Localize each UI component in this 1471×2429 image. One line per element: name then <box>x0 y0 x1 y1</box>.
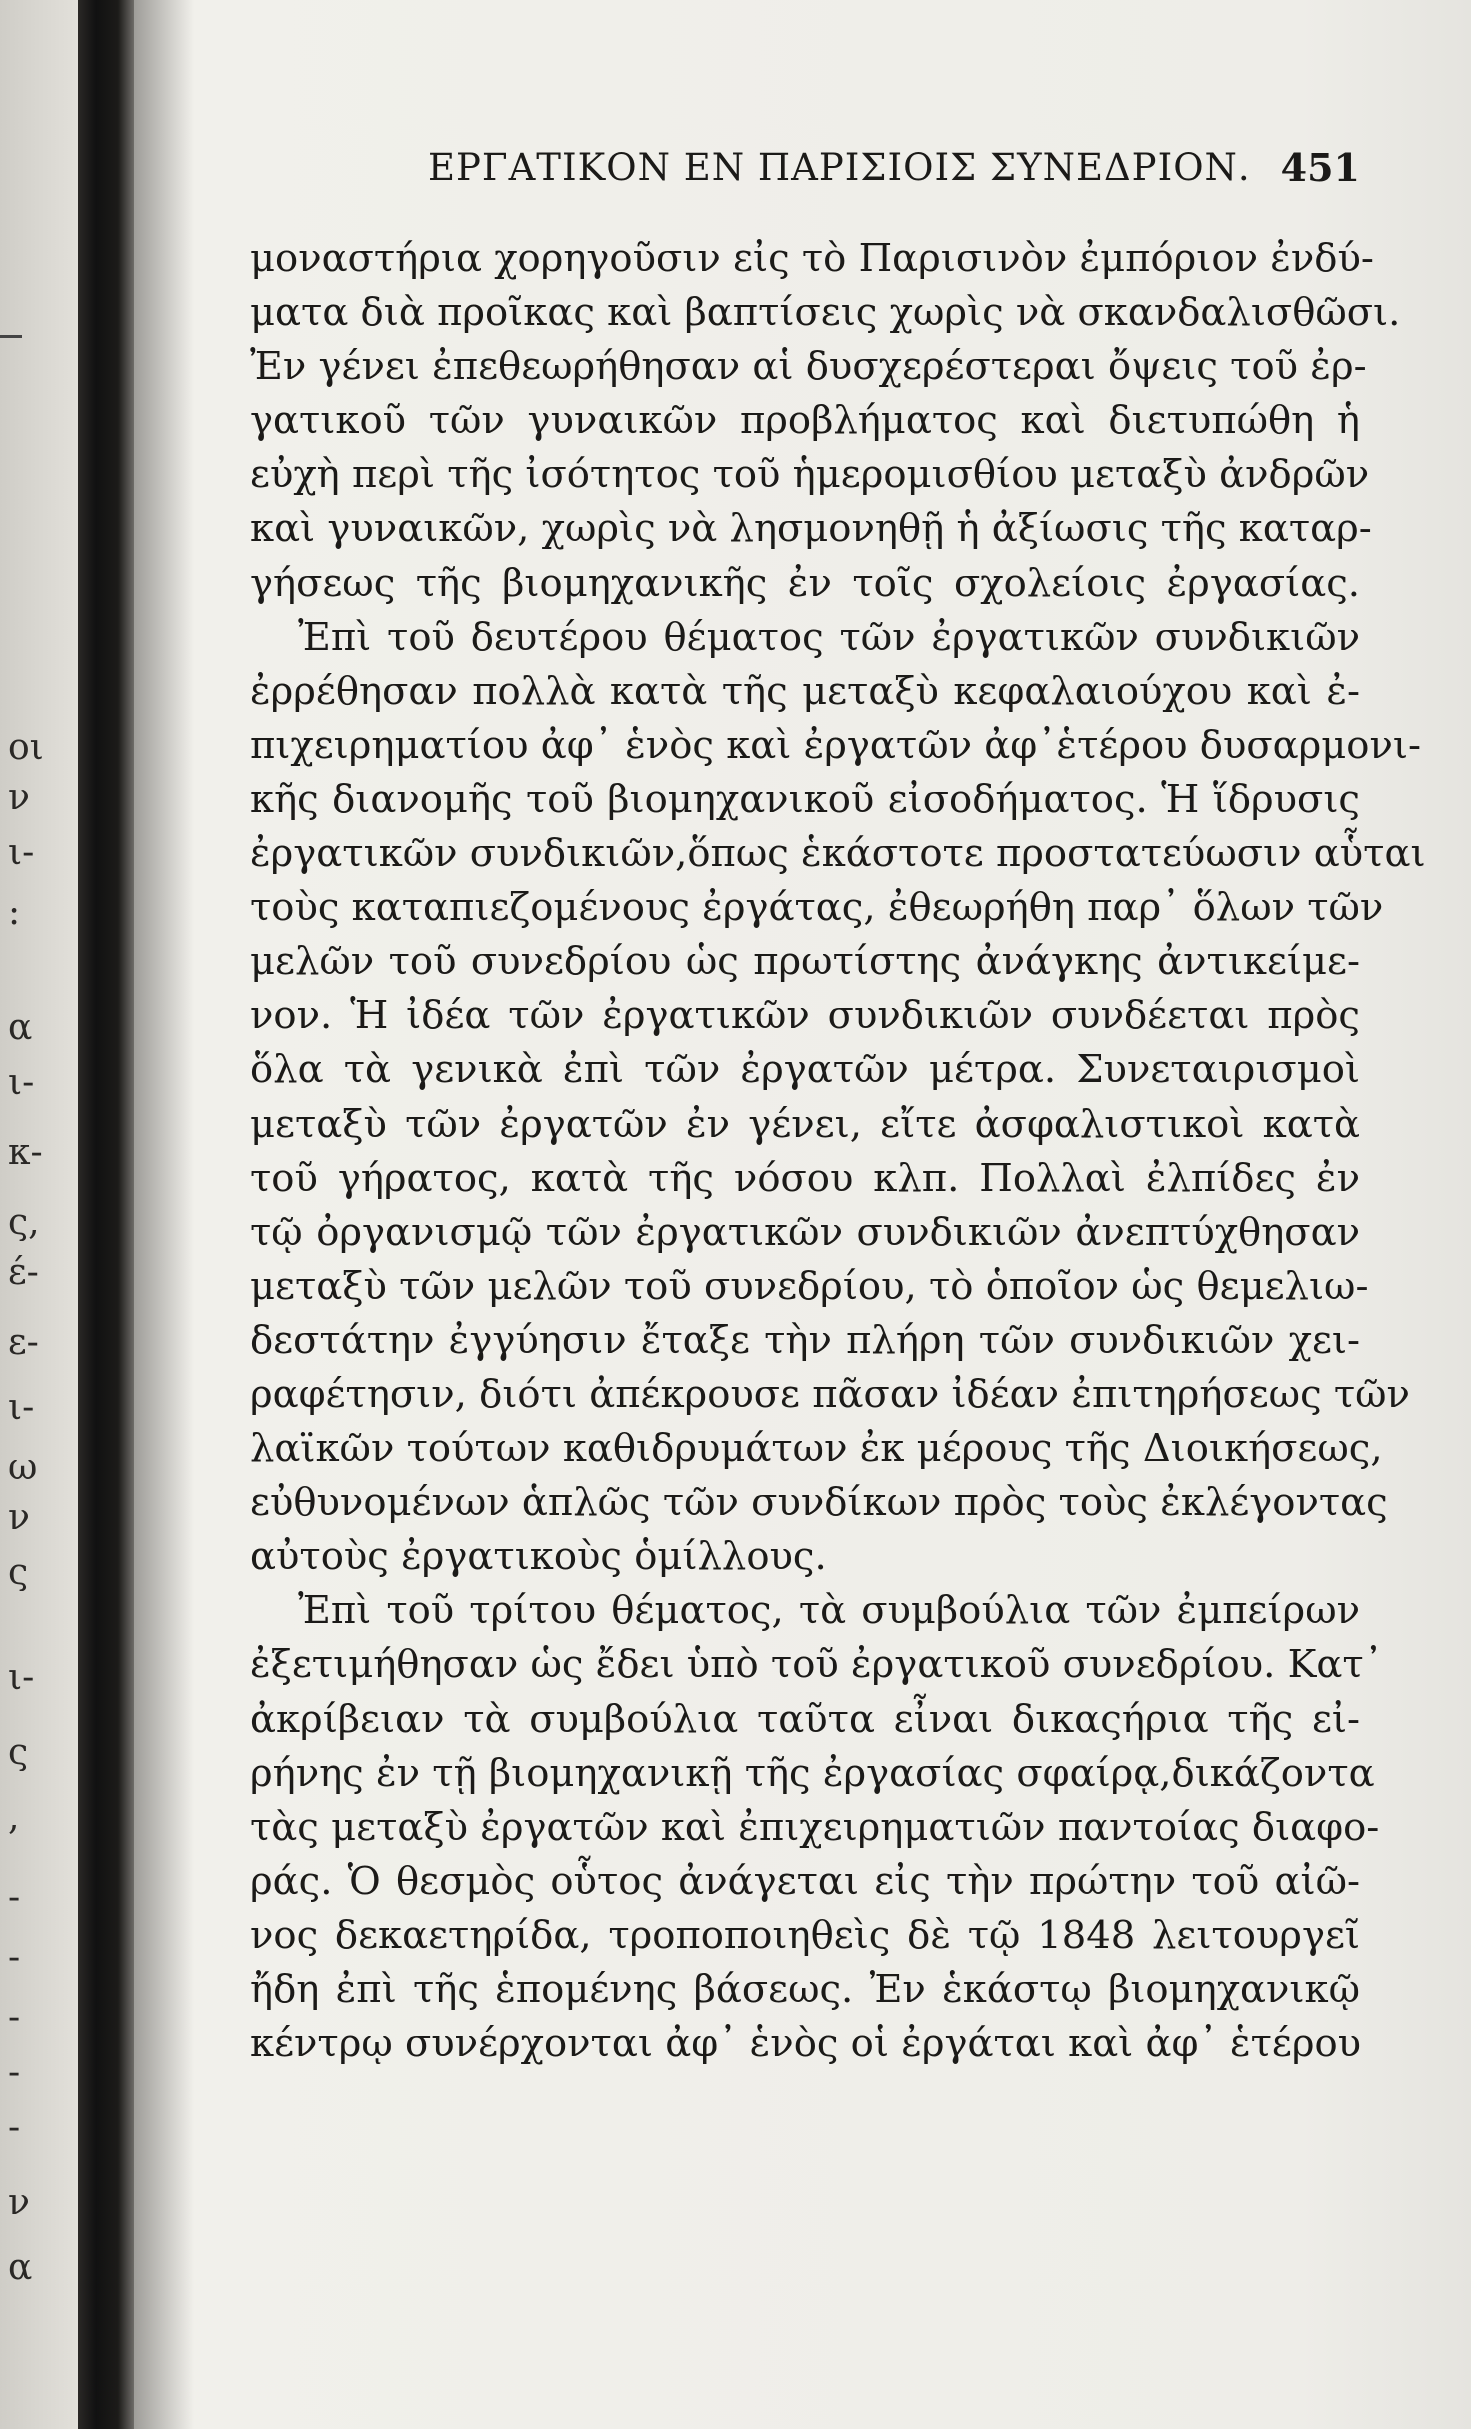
text-line: Ἐν γένει ἐπεθεωρήθησαν αἱ δυσχερέστεραι ὄψεις τοῦ ἐρ- <box>250 344 1367 390</box>
text-line: γατικοῦ τῶν γυναικῶν προβλήματος καὶ διετυπώθη ἡ <box>250 398 1360 444</box>
margin-fragment: - <box>8 2110 21 2146</box>
text-line: νος δεκαετηρίδα, τροποποιηθεὶς δὲ τῷ 1848 λειτουργεῖ <box>250 1912 1360 1958</box>
text-line: ρήνης ἐν τῇ βιομηχανικῇ τῆς ἐργασίας σφαίρᾳ,δικάζοντα <box>250 1750 1375 1796</box>
book-gutter <box>78 0 134 2429</box>
margin-fragment: ν <box>8 2185 30 2221</box>
text-line: τῷ ὀργανισμῷ τῶν ἐργατικῶν συνδικιῶν ἀνεπτύχθησαν <box>250 1209 1360 1255</box>
margin-fragment: ε- <box>8 1325 39 1361</box>
text-line: ἐρρέθησαν πολλὰ κατὰ τῆς μεταξὺ κεφαλαιούχου καὶ ἐ- <box>250 668 1360 714</box>
margin-fragment: α <box>8 1010 33 1046</box>
margin-fragment: - <box>8 2000 21 2036</box>
margin-fragment: ς, <box>8 1205 40 1241</box>
text-line: ματα διὰ προῖκας καὶ βαπτίσεις χωρὶς νὰ σκανδαλισθῶσι. <box>250 290 1401 336</box>
margin-fragment: ς <box>8 1735 29 1771</box>
text-line: λαϊκῶν τούτων καθιδρυμάτων ἐκ μέρους τῆς Διοικήσεως, <box>250 1426 1383 1472</box>
text-line: ὅλα τὰ γενικὰ ἐπὶ τῶν ἐργατῶν μέτρα. Συνεταιρισμοὶ <box>250 1047 1360 1093</box>
text-line: κέντρῳ συνέρχονται ἀφ᾽ ἑνὸς οἱ ἐργάται καὶ ἀφ᾽ ἑτέρου <box>250 2021 1362 2067</box>
text-line: ἤδη ἐπὶ τῆς ἑπομένης βάσεως. Ἐν ἑκάστῳ βιομηχανικῷ <box>250 1967 1360 2012</box>
margin-fragment: - <box>8 2055 21 2091</box>
gutter-shadow <box>134 0 194 2429</box>
margin-fragment: οι <box>8 730 44 766</box>
text-line: τοῦ γήρατος, κατὰ τῆς νόσου κλπ. Πολλαὶ ἐλπίδες ἐν <box>250 1155 1360 1201</box>
text-line: μοναστήρια χορηγοῦσιν εἰς τὸ Παρισινὸν ἐμπόριον ἐνδύ- <box>250 236 1374 281</box>
text-line: νον. Ἡ ἰδέα τῶν ἐργατικῶν συνδικιῶν συνδέεται πρὸς <box>250 993 1360 1039</box>
margin-fragment: ι- <box>8 1065 35 1101</box>
text-line: κῆς διανομῆς τοῦ βιομηχανικοῦ εἰσοδήματος. Ἡ ἵδρυσις <box>250 776 1360 822</box>
text-line: εὐχὴ περὶ τῆς ἰσότητος τοῦ ἡμερομισθίου μεταξὺ ἀνδρῶν <box>250 452 1370 498</box>
text-line: μελῶν τοῦ συνεδρίου ὡς πρωτίστης ἀνάγκης ἀντικείμε- <box>250 939 1360 985</box>
text-line: γήσεως τῆς βιομηχανικῆς ἐν τοῖς σχολείοις ἐργασίας. <box>250 560 1360 606</box>
text-line: ἐξετιμήθησαν ὡς ἔδει ὑπὸ τοῦ ἐργατικοῦ συνεδρίου. Κατ᾽ <box>250 1642 1383 1688</box>
text-line: ράς. Ὁ θεσμὸς οὗτος ἀνάγεται εἰς τὴν πρώτην τοῦ αἰῶ- <box>250 1858 1360 1904</box>
margin-fragment: , <box>8 1800 20 1836</box>
margin-fragment: ι- <box>8 1660 35 1696</box>
text-line: τὰς μεταξὺ ἐργατῶν καὶ ἐπιχειρηματιῶν παντοίας διαφο- <box>250 1804 1380 1850</box>
running-head <box>250 138 1360 198</box>
margin-fragment: ν <box>8 1500 30 1536</box>
text-line: πιχειρηματίου ἀφ᾽ ἑνὸς καὶ ἐργατῶν ἀφ᾽ἑτέρου δυσαρμονι- <box>250 722 1421 768</box>
text-line: τοὺς καταπιεζομένους ἐργάτας, ἐθεωρήθη παρ᾽ ὅλων τῶν <box>250 885 1384 931</box>
text-line: αὐτοὺς ἐργατικοὺς ὁμίλλους. <box>250 1534 827 1580</box>
margin-fragment: ς <box>8 1555 29 1591</box>
margin-fragment: ν <box>8 780 30 816</box>
text-line: Ἐπὶ τοῦ τρίτου θέματος, τὰ συμβούλια τῶν ἐμπείρων <box>298 1588 1360 1634</box>
text-line: δεστάτην ἐγγύησιν ἔταξε τὴν πλήρη τῶν συνδικιῶν χει- <box>250 1317 1360 1363</box>
margin-fragment: ω <box>8 1450 38 1486</box>
margin-fragment: - <box>8 1880 21 1916</box>
text-line: ἐργατικῶν συνδικιῶν,ὅπως ἑκάστοτε προστατεύωσιν αὗται <box>250 831 1426 877</box>
text-line: ραφέτησιν, διότι ἀπέκρουσε πᾶσαν ἰδέαν ἐπιτηρήσεως τῶν <box>250 1371 1410 1417</box>
text-line: μεταξὺ τῶν μελῶν τοῦ συνεδρίου, τὸ ὁποῖον ὡς θεμελιω- <box>250 1263 1369 1309</box>
text-line: Ἐπὶ τοῦ δευτέρου θέματος τῶν ἐργατικῶν συνδικιῶν <box>298 614 1360 660</box>
margin-fragment: κ- <box>8 1135 43 1171</box>
text-line: εὐθυνομένων ἁπλῶς τῶν συνδίκων πρὸς τοὺς ἐκλέγοντας <box>250 1480 1388 1526</box>
margin-fragment: α <box>8 2250 33 2286</box>
text-line: μεταξὺ τῶν ἐργατῶν ἐν γένει, εἴτε ἀσφαλιστικοὶ κατὰ <box>250 1101 1360 1147</box>
body-text <box>250 232 1426 2071</box>
margin-fragment: ι- <box>8 835 35 871</box>
margin-fragment: έ- <box>8 1255 39 1291</box>
margin-rule <box>0 335 22 338</box>
margin-fragment: ι- <box>8 1390 35 1426</box>
running-title: ΕΡΓΑΤΙΚΟΝ ΕΝ ΠΑΡΙΣΙΟΙΣ ΣΥΝΕΔΡΙΟΝ. <box>428 146 1251 189</box>
text-line: ἀκρίβειαν τὰ συμβούλια ταῦτα εἶναι δικαςήρια τῆς εἰ- <box>250 1696 1360 1742</box>
text-line: καὶ γυναικῶν, χωρὶς νὰ λησμονηθῇ ἡ ἀξίωσις τῆς καταρ- <box>250 506 1372 552</box>
page-number: 451 <box>1280 145 1360 190</box>
margin-fragment: : <box>8 895 21 931</box>
margin-fragment: - <box>8 1940 21 1976</box>
adjacent-page-fragments <box>0 0 78 2429</box>
